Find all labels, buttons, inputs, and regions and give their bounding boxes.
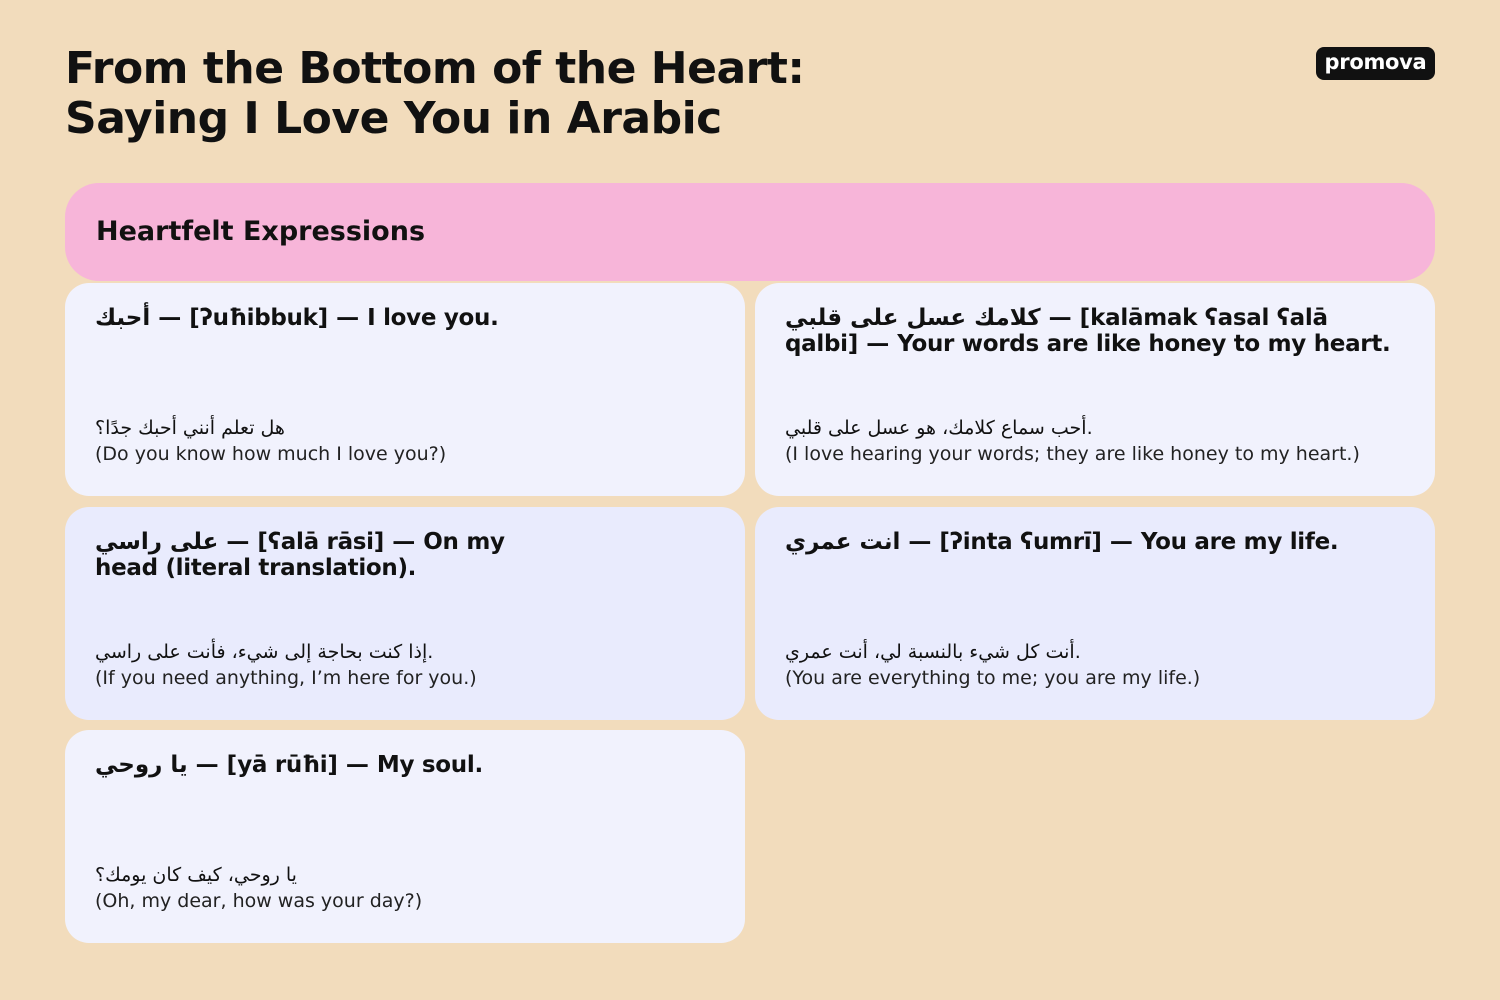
phrase-card-my-life <box>755 507 1435 720</box>
phrase-heading: انت عمري — [ʔinta ʕumrī] — You are my life. <box>785 529 1339 555</box>
page-title-line-1: From the Bottom of the Heart: <box>65 43 805 94</box>
example-arabic: يا روحي، كيف كان يومك؟ <box>95 864 297 886</box>
phrase-heading: كلامك عسل على قلبي — [kalāmak ʕasal ʕalā qalbi] — Your words are like honey to my heart. <box>785 305 1391 357</box>
phrase-heading: على راسي — [ʕalā rāsi] — On my head (literal translation). <box>95 529 505 581</box>
phrase-example <box>95 415 715 467</box>
section-title: Heartfelt Expressions <box>96 216 426 247</box>
phrase-example <box>785 415 1405 467</box>
phrase-example <box>95 862 715 914</box>
phrase-example <box>95 639 715 691</box>
example-translation: (I love hearing your words; they are like honey to my heart.) <box>785 443 1360 465</box>
example-arabic: أنت كل شيء بالنسبة لي، أنت عمري. <box>785 641 1081 663</box>
phrase-heading: يا روحي — [yā rūħi] — My soul. <box>95 752 483 778</box>
phrase-card-my-soul <box>65 730 745 943</box>
phrase-example <box>785 639 1405 691</box>
example-translation: (Do you know how much I love you?) <box>95 443 447 465</box>
example-translation: (If you need anything, I’m here for you.) <box>95 667 477 689</box>
phrase-card-on-my-head <box>65 507 745 720</box>
brand-logo: promova <box>1316 47 1435 80</box>
phrase-heading: أحبك — [ʔuħibbuk] — I love you. <box>95 305 499 331</box>
example-arabic: إذا كنت بحاجة إلى شيء، فأنت على راسي. <box>95 641 434 663</box>
page-title <box>65 44 804 144</box>
example-translation: (You are everything to me; you are my life.) <box>785 667 1201 689</box>
example-translation: (Oh, my dear, how was your day?) <box>95 890 423 912</box>
example-arabic: هل تعلم أنني أحبك جدًا؟ <box>95 417 285 439</box>
page-title-line-2: Saying I Love You in Arabic <box>65 93 722 144</box>
phrase-card-i-love-you <box>65 283 745 496</box>
phrase-card-honey-words <box>755 283 1435 496</box>
section-header <box>65 183 1435 281</box>
example-arabic: أحب سماع كلامك، هو عسل على قلبي. <box>785 417 1093 439</box>
